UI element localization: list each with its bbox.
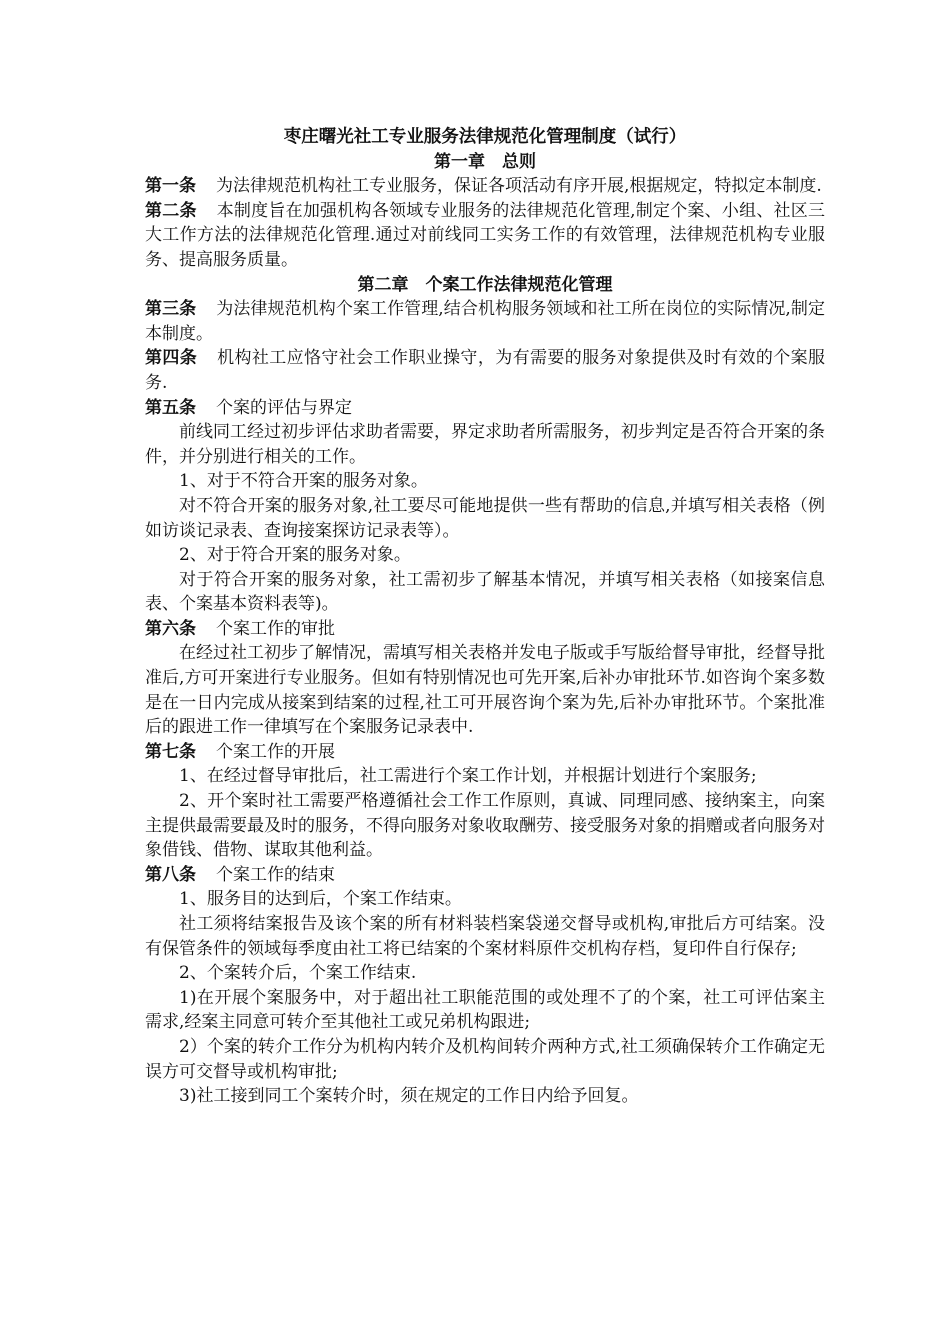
article-8-paragraph: 1、服务目的达到后，个案工作结束。 <box>179 889 462 910</box>
article-6-text: 个案工作的审批 <box>216 618 335 639</box>
article-4-label: 第四条 <box>145 348 198 369</box>
article-5-paragraph: 2、对于符合开案的服务对象。 <box>179 545 411 566</box>
article-5 <box>145 396 825 421</box>
article-6-paragraph: 在经过社工初步了解情况，需填写相关表格并发电子版或手写版给督导审批，经督导批准后,方可开案进行专业服务。但如有特别情况也可先开案,后补办审批环节.如咨询个案多数是在一日内完成从接案到结案的过程,社工可开展咨询个案为先,后补办审批环节。个案批准后的跟进工作一律填写在个案服务记录表中. <box>145 643 825 738</box>
article-5-text: 个案的评估与界定 <box>216 397 352 418</box>
chapter-2-heading: 第二章 个案工作法律规范化管理 <box>357 274 613 295</box>
article-1 <box>145 174 825 199</box>
article-7-paragraph: 1、在经过督导审批后，社工需进行个案工作计划，并根据计划进行个案服务; <box>179 766 757 787</box>
article-4-text: 机构社工应恪守社会工作职业操守，为有需要的服务对象提供及时有效的个案服务. <box>145 348 826 393</box>
article-3 <box>145 297 825 346</box>
article-7 <box>145 740 825 765</box>
article-8-paragraph: 社工须将结案报告及该个案的所有材料装档案袋递交督导或机构,审批后方可结案。没有保管条件的领域每季度由社工将已结案的个案材料原件交机构存档，复印件自行保存; <box>145 914 825 959</box>
article-8-paragraph: 2）个案的转介工作分为机构内转介及机构间转介两种方式,社工须确保转介工作确定无误方可交督导或机构审批; <box>145 1036 825 1082</box>
article-8 <box>145 863 825 888</box>
article-2-text: 本制度旨在加强机构各领域专业服务的法律规范化管理,制定个案、小组、社区三大工作方法的法律规范化管理.通过对前线同工实务工作的有效管理，法律规范机构专业服务、提高服务质量。 <box>145 200 826 270</box>
article-3-label: 第三条 <box>145 299 197 320</box>
article-1-text: 为法律规范机构社工专业服务，保证各项活动有序开展,根据规定，特拟定本制度. <box>216 176 822 197</box>
article-2 <box>145 199 825 273</box>
article-8-paragraph: 1)在开展个案服务中，对于超出社工职能范围的或处理不了的个案，社工可评估案主需求,经案主同意可转介至其他社工或兄弟机构跟进; <box>145 987 825 1033</box>
article-5-paragraph: 对不符合开案的服务对象,社工要尽可能地提供一些有帮助的信息,并填写相关表格（例如访谈记录表、查询接案探访记录表等）。 <box>145 495 825 541</box>
article-5-paragraph: 1、对于不符合开案的服务对象。 <box>179 471 428 492</box>
article-3-text: 为法律规范机构个案工作管理,结合机构服务领域和社工所在岗位的实际情况,制定本制度。 <box>145 299 825 344</box>
article-4 <box>145 346 825 395</box>
article-6-label: 第六条 <box>145 618 196 639</box>
article-8-label: 第八条 <box>145 864 196 885</box>
article-8-paragraph: 3)社工接到同工个案转介时，须在规定的工作日内给予回复。 <box>179 1086 639 1107</box>
article-7-paragraph: 2、开个案时社工需要严格遵循社会工作工作原则，真诚、同理同感、接纳案主，向案主提供最需要最及时的服务，不得向服务对象收取酬劳、接受服务对象的捐赠或者向服务对象借钱、借物、谋取其他利益。 <box>145 791 825 861</box>
chapter-1-heading: 第一章 总则 <box>434 151 536 172</box>
document-title: 枣庄曙光社工专业服务法律规范化管理制度（试行） <box>283 127 687 147</box>
article-5-paragraph: 前线同工经过初步评估求助者需要，界定求助者所需服务，初步判定是否符合开案的条件，并分别进行相关的工作。 <box>145 422 825 467</box>
article-7-label: 第七条 <box>145 741 196 762</box>
article-8-text: 个案工作的结束 <box>216 864 335 885</box>
article-2-label: 第二条 <box>145 200 197 221</box>
article-5-label: 第五条 <box>145 397 196 418</box>
document-page <box>145 125 825 1109</box>
article-5-paragraph: 对于符合开案的服务对象，社工需初步了解基本情况，并填写相关表格（如接案信息表、个案基本资料表等)。 <box>145 569 825 615</box>
article-6 <box>145 617 825 642</box>
article-7-text: 个案工作的开展 <box>216 741 335 762</box>
article-1-label: 第一条 <box>145 176 196 197</box>
article-8-paragraph: 2、个案转介后，个案工作结束. <box>179 963 417 984</box>
